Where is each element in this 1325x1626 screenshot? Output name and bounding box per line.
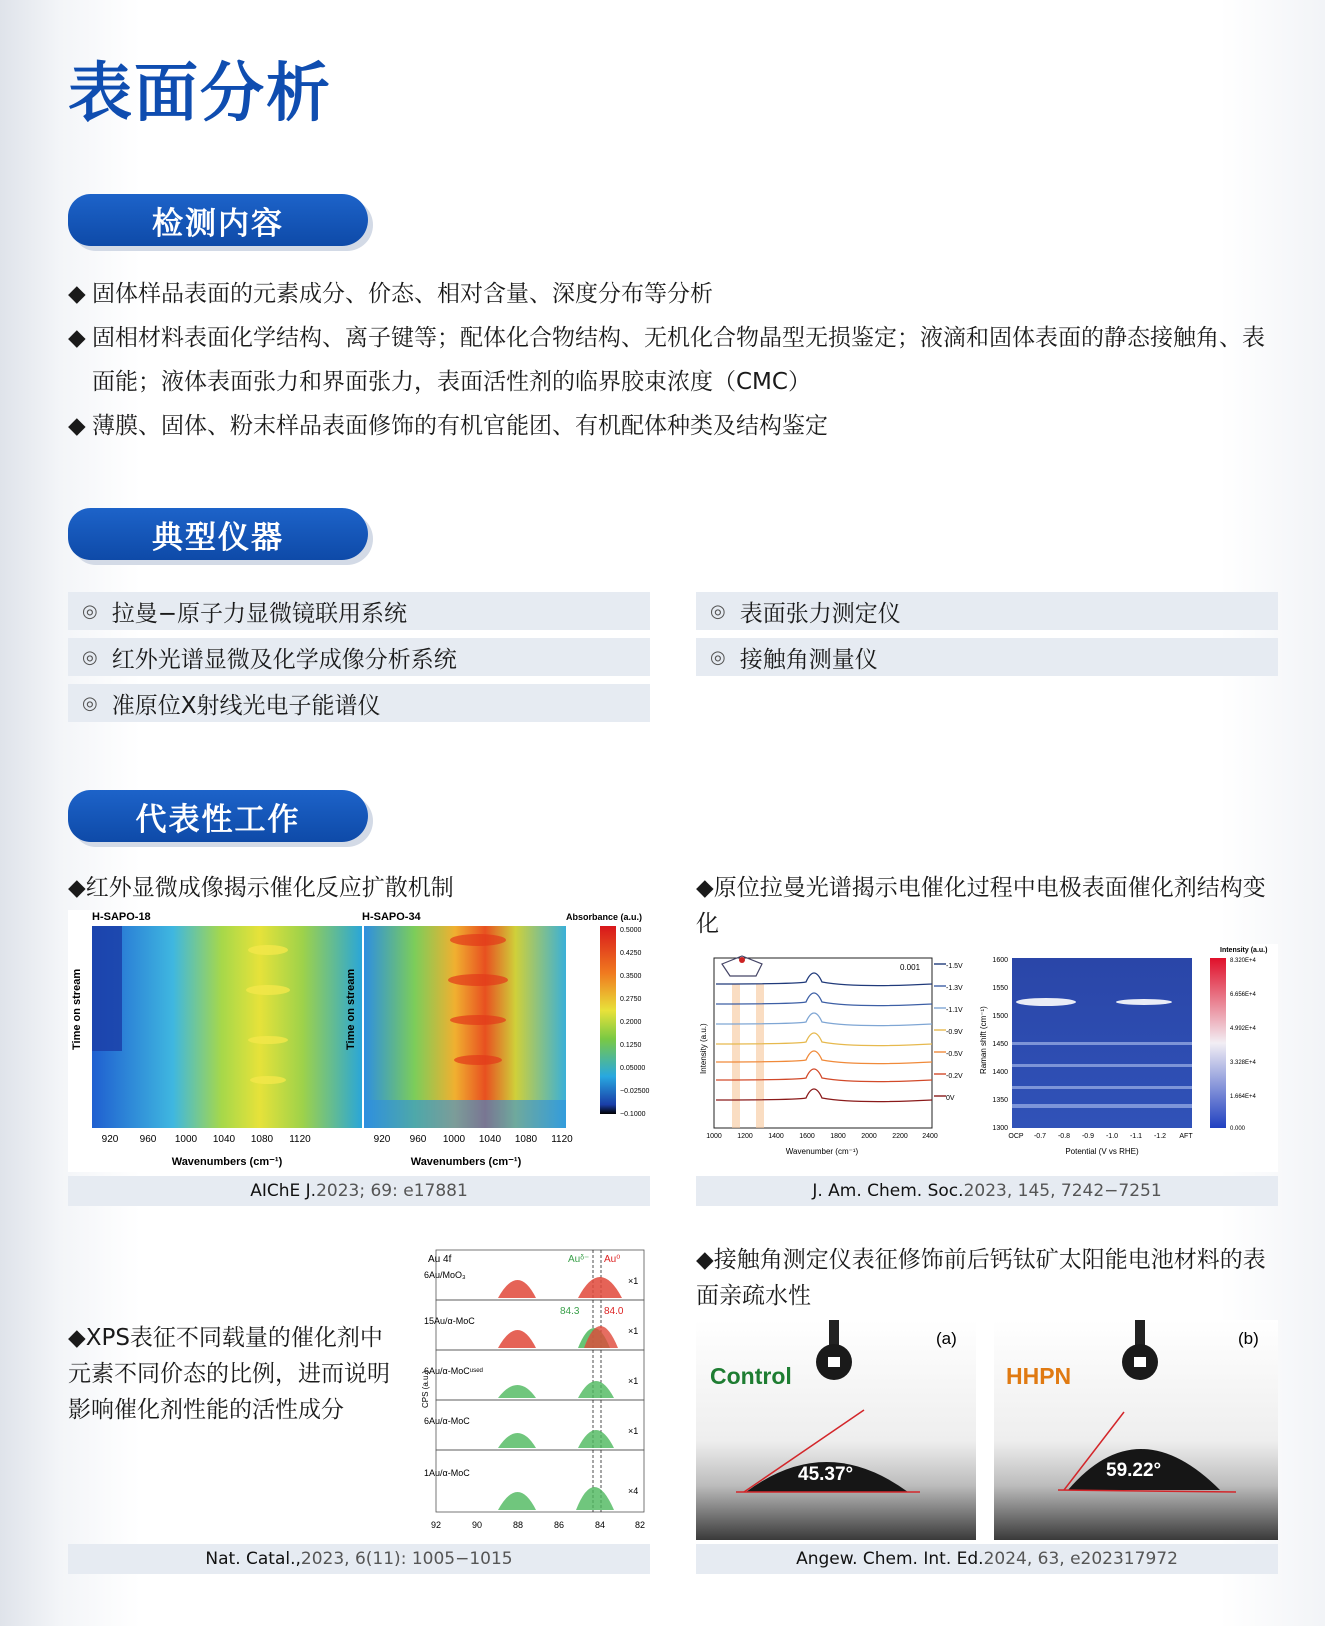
raman-caption: ◆原位拉曼光谱揭示电催化过程中电极表面催化剂结构变化 (696, 875, 1266, 937)
instrument-item (696, 592, 1278, 630)
svg-text:-1.5V: -1.5V (946, 963, 963, 970)
svg-text:1600: 1600 (799, 1133, 815, 1140)
svg-text:1Au/α-MoC: 1Au/α-MoC (424, 1468, 470, 1478)
xps-peak-red: 84.0 (604, 1306, 624, 1317)
xps-reference (68, 1544, 650, 1574)
xps-multipliers (628, 1276, 638, 1496)
raman-xlabel: Wavenumber (cm⁻¹) (785, 1147, 859, 1156)
ir-heatmaps (68, 910, 650, 1172)
xps-xticks (431, 1520, 645, 1530)
ir-reference (68, 1176, 650, 1206)
svg-text:15Au/α-MoC: 15Au/α-MoC (424, 1316, 475, 1326)
raman-highlight-1 (732, 984, 740, 1128)
svg-text:6.656E+4: 6.656E+4 (1230, 992, 1256, 998)
hhpn-angle: 59.22° (1106, 1460, 1162, 1481)
ir-figure (68, 910, 650, 1172)
control-tag: (a) (936, 1329, 957, 1348)
svg-text:×1: ×1 (628, 1376, 639, 1386)
contact-figure (696, 1320, 1278, 1540)
instrument-item (68, 592, 650, 630)
diamond-icon: ◆ (68, 413, 86, 439)
ir-caption: ◆红外显微成像揭示催化反应扩散机制 (68, 875, 454, 901)
svg-text:0.000: 0.000 (1230, 1126, 1246, 1132)
ref-journal: Angew. Chem. Int. Ed. (796, 1549, 984, 1569)
xps-row-labels (424, 1254, 484, 1478)
circle-icon: ◎ (710, 646, 726, 668)
svg-text:6Au/MoO₃: 6Au/MoO₃ (424, 1270, 466, 1280)
svg-text:920: 920 (373, 1134, 391, 1145)
instrument-item (68, 638, 650, 676)
svg-text:0.2750: 0.2750 (620, 996, 642, 1003)
svg-text:92: 92 (430, 1520, 442, 1530)
svg-text:84: 84 (594, 1520, 606, 1530)
detection-list (68, 272, 1283, 448)
raman-legend-swatches (934, 964, 946, 1096)
ref-journal: AIChE J. (250, 1181, 317, 1201)
instrument-item (68, 684, 650, 722)
svg-text:1000: 1000 (706, 1133, 722, 1140)
contact-angle-images (696, 1320, 1278, 1540)
instrument-label: 接触角测量仪 (739, 646, 878, 673)
svg-text:0.5000: 0.5000 (620, 927, 642, 934)
xps-stacked-spectra (418, 1248, 658, 1548)
svg-text:0.3500: 0.3500 (620, 973, 642, 980)
circle-icon: ◎ (82, 600, 98, 622)
contact-reference (696, 1544, 1278, 1574)
svg-text:1800: 1800 (830, 1133, 846, 1140)
ref-journal: J. Am. Chem. Soc. (812, 1181, 964, 1201)
svg-text:−0.1000: −0.1000 (620, 1111, 646, 1118)
svg-text:1.664E+4: 1.664E+4 (1230, 1094, 1256, 1100)
svg-text:×4: ×4 (628, 1486, 639, 1496)
raman-colorbar (1210, 958, 1226, 1128)
ir-right-xticks (374, 1134, 574, 1145)
svg-text:960: 960 (409, 1134, 427, 1145)
svg-text:1000: 1000 (174, 1134, 198, 1145)
ir-colorbar (600, 926, 616, 1114)
svg-text:1300: 1300 (992, 1125, 1008, 1132)
svg-text:6Au/α-MoC: 6Au/α-MoC (424, 1416, 470, 1426)
circle-icon: ◎ (82, 646, 98, 668)
diamond-icon: ◆ (68, 325, 86, 351)
ir-right-xlabel: Wavenumbers (cm⁻¹) (410, 1156, 522, 1168)
svg-text:920: 920 (101, 1134, 119, 1145)
svg-text:OCP: OCP (1008, 1133, 1024, 1140)
instrument-label: 表面张力测定仪 (739, 600, 901, 627)
instrument-item (696, 638, 1278, 676)
svg-text:-0.8: -0.8 (1057, 1133, 1071, 1140)
detection-text: 薄膜、固体、粉末样品表面修饰的有机官能团、有机配体种类及结构鉴定 (92, 413, 828, 439)
svg-text:-1.2: -1.2 (1153, 1133, 1167, 1140)
svg-text:86: 86 (553, 1520, 565, 1530)
instrument-label: 拉曼−原子力显微镜联用系统 (111, 600, 407, 627)
page-title: 表面分析 (68, 57, 332, 131)
svg-text:-0.9: -0.9 (1081, 1133, 1095, 1140)
ref-detail: 2023; 69: e17881 (316, 1181, 468, 1201)
svg-text:1400: 1400 (992, 1069, 1008, 1076)
diamond-icon: ◆ (68, 281, 86, 307)
section-detection: 检测内容 (68, 194, 368, 246)
raman-scale: 0.001 (900, 963, 921, 972)
raman-map-ylabel: Raman shift (cm⁻¹) (979, 1006, 988, 1074)
raman-plots (696, 944, 1278, 1172)
svg-text:2200: 2200 (892, 1133, 908, 1140)
ir-left-map (92, 926, 362, 1128)
svg-text:1500: 1500 (992, 1013, 1008, 1020)
circle-icon: ◎ (710, 600, 726, 622)
svg-text:1080: 1080 (250, 1134, 274, 1145)
instrument-label: 红外光谱显微及化学成像分析系统 (111, 646, 457, 673)
svg-text:1350: 1350 (992, 1097, 1008, 1104)
svg-text:2000: 2000 (861, 1133, 877, 1140)
ir-left-ylabel: Time on stream (71, 968, 83, 1050)
svg-text:−0.02500: −0.02500 (620, 1088, 650, 1095)
ir-right-blue-region (364, 1100, 566, 1128)
svg-text:0V: 0V (946, 1095, 955, 1102)
ir-right-map (364, 926, 566, 1128)
raman-map-yticks (992, 957, 1008, 1132)
control-angle: 45.37° (798, 1464, 854, 1485)
svg-text:0.05000: 0.05000 (620, 1065, 646, 1072)
detection-item (68, 404, 1283, 448)
svg-text:×1: ×1 (628, 1426, 639, 1436)
svg-text:-0.2V: -0.2V (946, 1073, 963, 1080)
ref-detail: 2023, 6(11): 1005−1015 (300, 1549, 513, 1569)
svg-text:1000: 1000 (442, 1134, 466, 1145)
raman-spectra (716, 973, 932, 1102)
ir-right-ylabel: Time on stream (345, 968, 357, 1050)
raman-highlight-2 (756, 984, 764, 1128)
molecule-icon (722, 956, 762, 976)
xps-panel-title: Au 4f (428, 1254, 452, 1265)
svg-text:1200: 1200 (737, 1133, 753, 1140)
svg-text:1400: 1400 (768, 1133, 784, 1140)
svg-text:8.320E+4: 8.320E+4 (1230, 958, 1256, 964)
hhpn-tag: (b) (1238, 1329, 1259, 1348)
svg-text:1120: 1120 (289, 1134, 311, 1145)
section-instruments: 典型仪器 (68, 508, 368, 560)
svg-text:2400: 2400 (922, 1133, 938, 1140)
ir-left-xlabel: Wavenumbers (cm⁻¹) (171, 1156, 283, 1168)
xps-caption: ◆XPS表征不同载量的催化剂中元素不同价态的比例，进而说明影响催化剂性能的活性成分 (68, 1325, 390, 1423)
ref-detail: 2024, 63, e202317972 (983, 1549, 1178, 1569)
raman-legend (946, 963, 963, 1102)
svg-text:4.992E+4: 4.992E+4 (1230, 1026, 1256, 1032)
control-label: Control (710, 1363, 792, 1389)
svg-text:-1.1V: -1.1V (946, 1007, 963, 1014)
ref-detail: 2023, 145, 7242−7251 (963, 1181, 1162, 1201)
svg-text:-1.0: -1.0 (1105, 1133, 1119, 1140)
svg-text:1040: 1040 (212, 1134, 236, 1145)
instrument-label: 准原位X射线光电子能谱仪 (111, 692, 381, 719)
xps-figure (418, 1248, 658, 1548)
raman-reference (696, 1176, 1278, 1206)
svg-text:1550: 1550 (992, 985, 1008, 992)
section-works: 代表性工作 (68, 790, 368, 842)
raman-cbar-ticks (1230, 958, 1257, 1132)
raman-map-xticks (1008, 1133, 1193, 1140)
ir-left-xticks (102, 1134, 312, 1145)
svg-text:-0.7: -0.7 (1033, 1133, 1047, 1140)
detection-text: 固体样品表面的元素成分、价态、相对含量、深度分布等分析 (92, 281, 713, 307)
svg-text:×1: ×1 (628, 1276, 639, 1286)
svg-text:-1.1: -1.1 (1129, 1133, 1143, 1140)
svg-text:AFT: AFT (1179, 1133, 1193, 1140)
xps-au-zero: Au⁰ (604, 1254, 621, 1265)
svg-text:6Au/α-MoCᵘˢᵉᵈ: 6Au/α-MoCᵘˢᵉᵈ (424, 1366, 483, 1376)
xps-ylabel: CPS (a.u.) (421, 1370, 430, 1408)
ir-colorbar-title: Absorbance (a.u.) (566, 912, 643, 922)
svg-text:1040: 1040 (478, 1134, 502, 1145)
raman-xticks (706, 1133, 938, 1140)
svg-text:-1.3V: -1.3V (946, 985, 963, 992)
detection-text: 固相材料表面化学结构、离子键等；配体化合物结构、无机化合物晶型无损鉴定；液滴和固体表面的静态接触角、表面能；液体表面张力和界面张力，表面活性剂的临界胶束浓度（CMC） (92, 325, 1265, 395)
svg-text:3.328E+4: 3.328E+4 (1230, 1060, 1256, 1066)
ref-journal: Nat. Catal., (205, 1549, 301, 1569)
xps-au-delta: Auᵟ⁻ (568, 1254, 590, 1265)
svg-text:0.1250: 0.1250 (620, 1042, 642, 1049)
ir-left-title: H-SAPO-18 (92, 911, 151, 923)
svg-text:90: 90 (471, 1520, 483, 1530)
raman-figure (696, 944, 1278, 1172)
ir-left-blue-region (92, 926, 122, 1051)
ir-right-title: H-SAPO-34 (362, 911, 421, 923)
svg-text:960: 960 (139, 1134, 157, 1145)
circle-icon: ◎ (82, 692, 98, 714)
svg-text:-0.5V: -0.5V (946, 1051, 963, 1058)
svg-text:1120: 1120 (551, 1134, 573, 1145)
svg-text:88: 88 (512, 1520, 524, 1530)
svg-text:0.4250: 0.4250 (620, 950, 642, 957)
contact-caption: ◆接触角测定仪表征修饰前后钙钛矿太阳能电池材料的表面亲疏水性 (696, 1247, 1266, 1309)
svg-text:1450: 1450 (992, 1041, 1008, 1048)
hhpn-label: HHPN (1006, 1363, 1072, 1389)
raman-ylabel: Intensity (a.u.) (699, 1023, 708, 1074)
raman-cbar-title: Intensity (a.u.) (1220, 947, 1268, 954)
raman-map-xlabel: Potential (V vs RHE) (1065, 1147, 1139, 1156)
svg-text:82: 82 (634, 1520, 646, 1530)
xps-peak-green: 84.3 (560, 1306, 580, 1317)
svg-text:0.2000: 0.2000 (620, 1019, 642, 1026)
svg-text:1080: 1080 (514, 1134, 538, 1145)
svg-text:1600: 1600 (992, 957, 1008, 964)
detection-item (68, 272, 1283, 316)
ir-colorbar-ticks (620, 927, 649, 1118)
svg-text:×1: ×1 (628, 1326, 639, 1336)
detection-item (68, 316, 1283, 404)
svg-text:-0.9V: -0.9V (946, 1029, 963, 1036)
